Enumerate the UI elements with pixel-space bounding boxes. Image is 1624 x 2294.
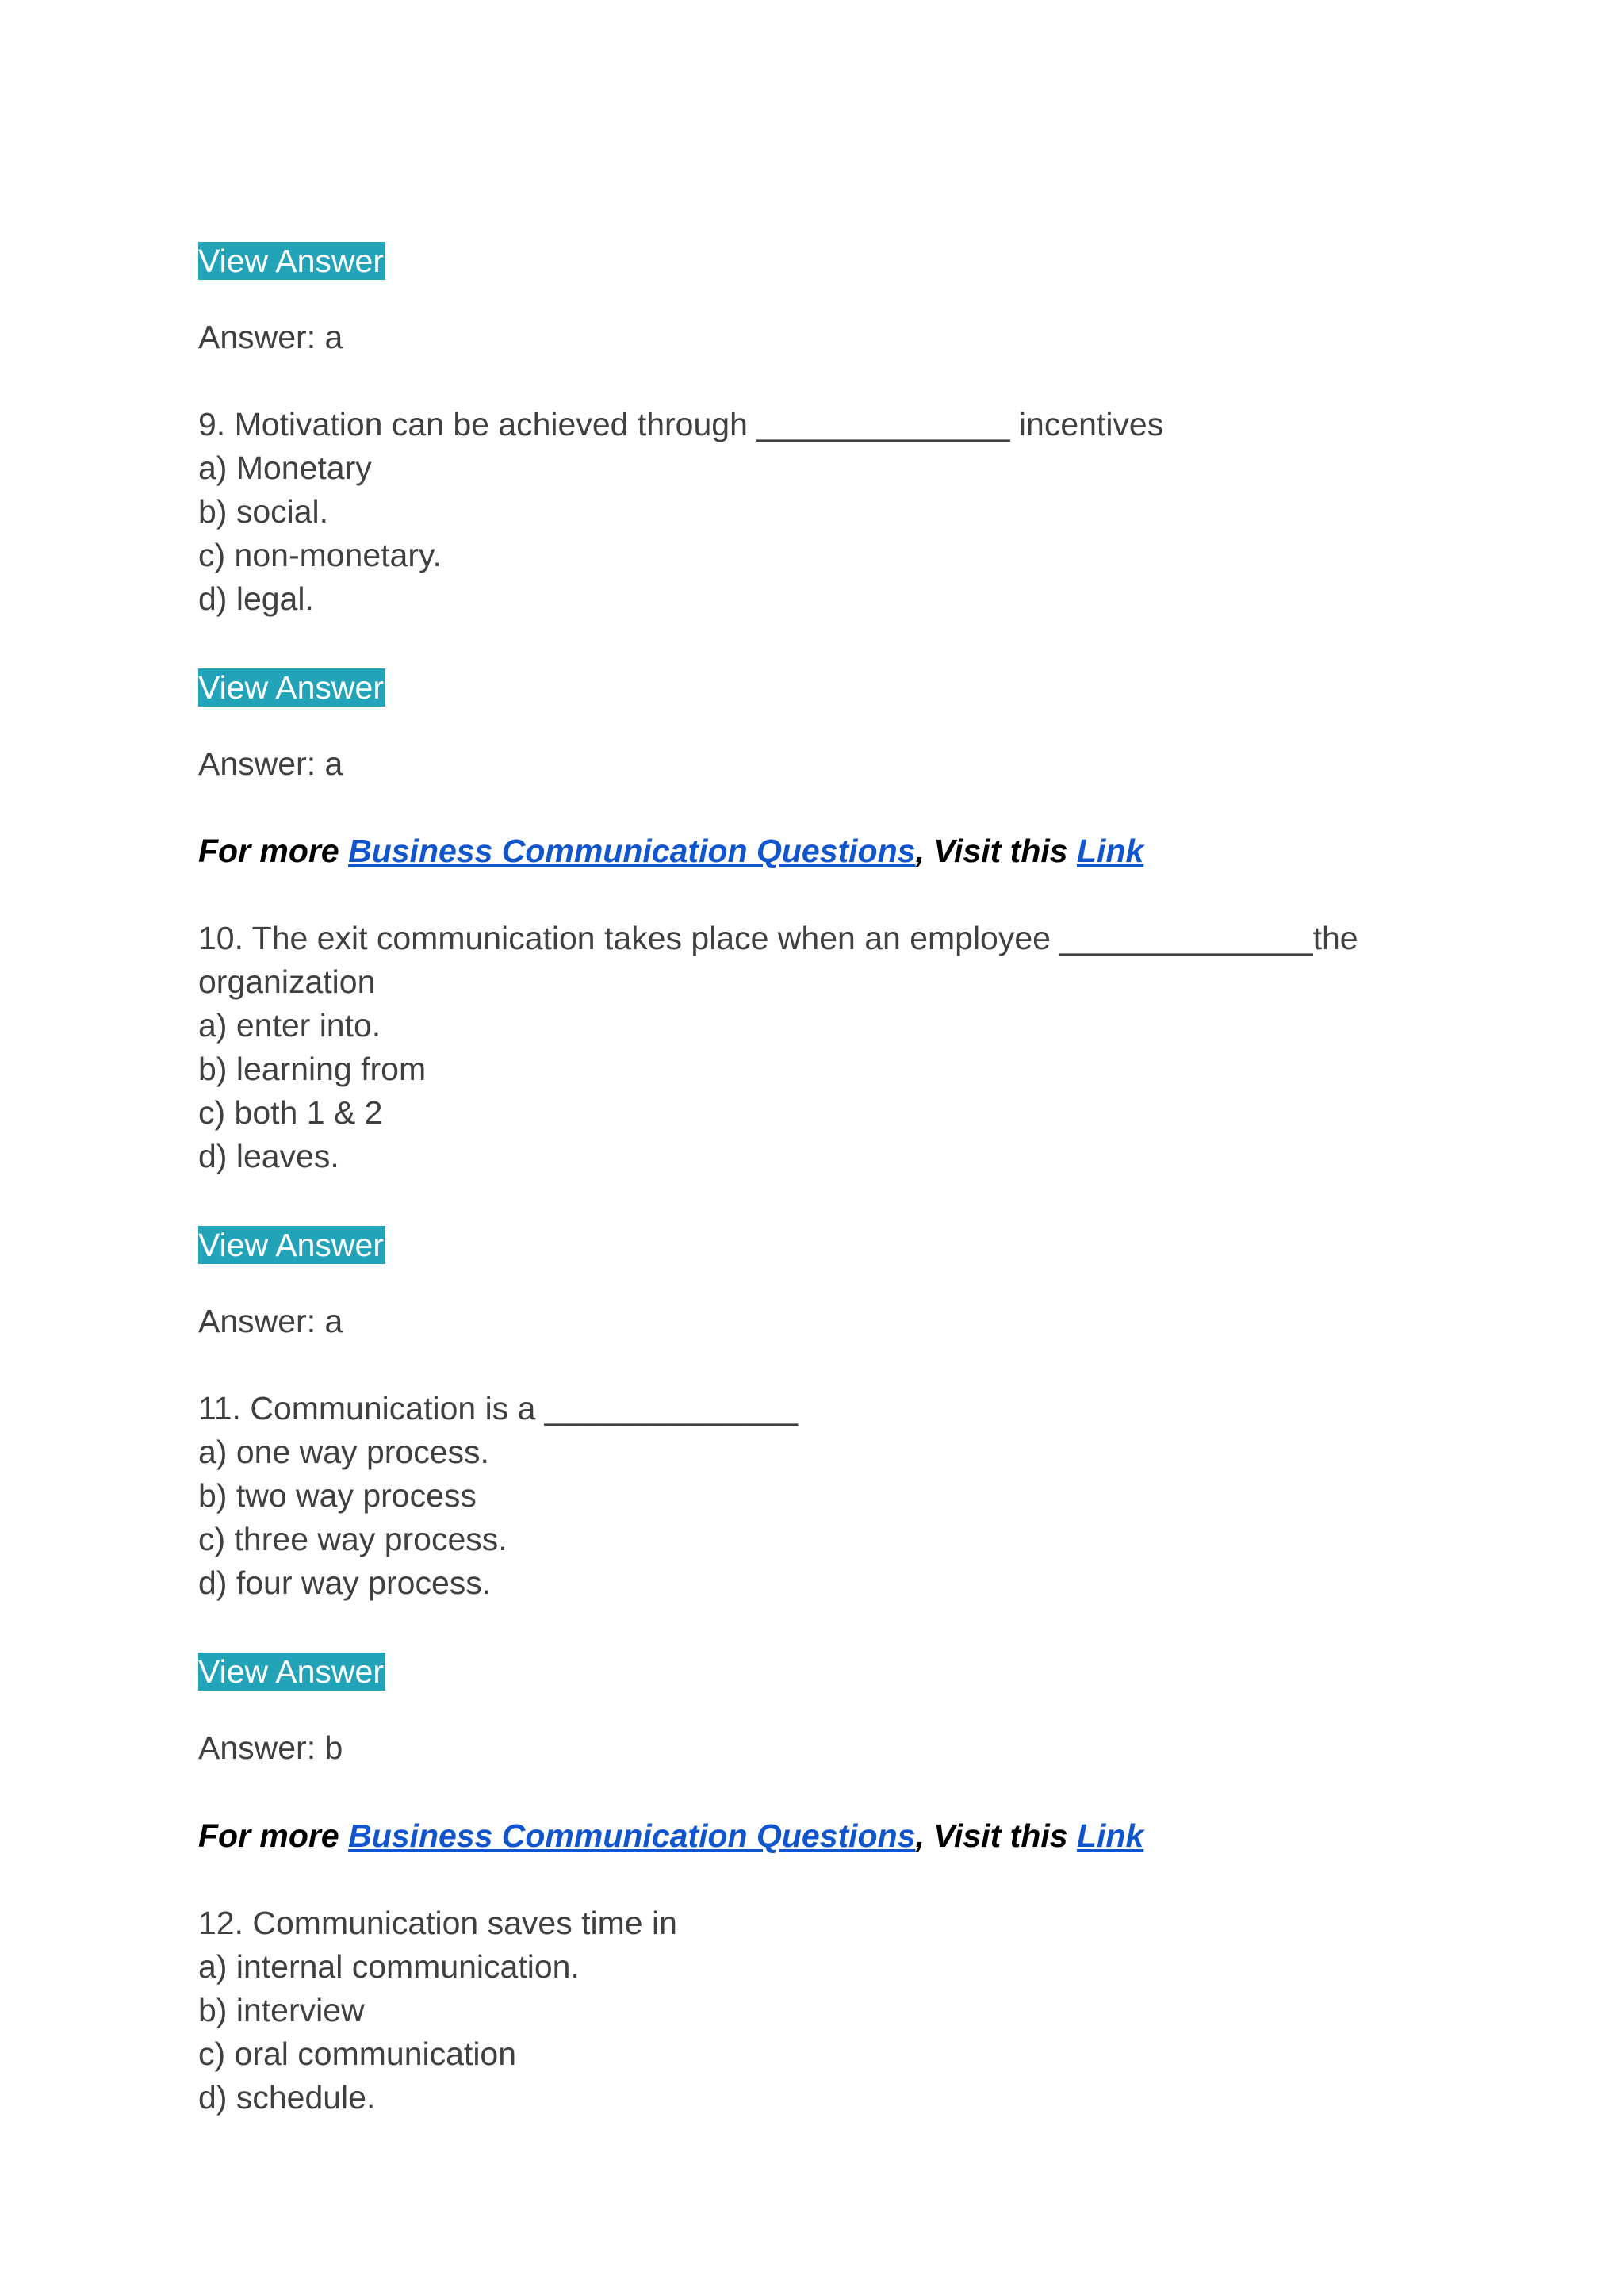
answer-q11: Answer: b xyxy=(198,1729,343,1766)
option-q10-c: c) both 1 & 2 xyxy=(198,1094,383,1131)
question-11: 11. Communication is a ______________ xyxy=(198,1390,798,1427)
option-q11-b: b) two way process xyxy=(198,1477,477,1514)
answer-q10: Answer: a xyxy=(198,1303,343,1339)
option-q11-d: d) four way process. xyxy=(198,1564,492,1601)
option-q12-a: a) internal communication. xyxy=(198,1948,580,1985)
option-q10-b: b) learning from xyxy=(198,1051,427,1087)
option-q10-a: a) enter into. xyxy=(198,1007,381,1044)
option-q10-d: d) leaves. xyxy=(198,1138,339,1174)
option-q12-b: b) interview xyxy=(198,1992,365,2028)
promo-line-2 xyxy=(198,1814,1143,1858)
view-answer-button-q10[interactable]: View Answer xyxy=(198,1227,384,1263)
option-q12-d: d) schedule. xyxy=(198,2079,376,2116)
option-q9-d: d) legal. xyxy=(198,580,314,617)
option-q9-a: a) Monetary xyxy=(198,450,372,486)
business-communication-questions-link[interactable]: Business Communication Questions xyxy=(348,1817,916,1854)
option-q11-a: a) one way process. xyxy=(198,1434,489,1470)
visit-link[interactable]: Link xyxy=(1076,833,1144,869)
option-q9-b: b) social. xyxy=(198,493,329,530)
option-q9-c: c) non-monetary. xyxy=(198,537,442,573)
view-answer-button-q11[interactable]: View Answer xyxy=(198,1653,384,1690)
option-q11-c: c) three way process. xyxy=(198,1521,508,1557)
option-q12-c: c) oral communication xyxy=(198,2035,517,2072)
promo-middle: , Visit this xyxy=(915,833,1077,869)
question-10-line-1: 10. The exit communication takes place when an employee ______________the xyxy=(198,920,1358,956)
business-communication-questions-link[interactable]: Business Communication Questions xyxy=(348,833,916,869)
question-12: 12. Communication saves time in xyxy=(198,1905,677,1941)
promo-prefix: For more xyxy=(198,1817,349,1854)
answer-q9: Answer: a xyxy=(198,745,343,782)
answer-q8: Answer: a xyxy=(198,319,343,355)
visit-link[interactable]: Link xyxy=(1076,1817,1144,1854)
question-10-line-2: organization xyxy=(198,963,376,1000)
promo-prefix: For more xyxy=(198,833,349,869)
view-answer-button-q9[interactable]: View Answer xyxy=(198,669,384,706)
view-answer-button-q8[interactable]: View Answer xyxy=(198,243,384,279)
question-9: 9. Motivation can be achieved through ______________ incentives xyxy=(198,406,1164,442)
promo-line-1 xyxy=(198,829,1143,873)
promo-middle: , Visit this xyxy=(915,1817,1077,1854)
